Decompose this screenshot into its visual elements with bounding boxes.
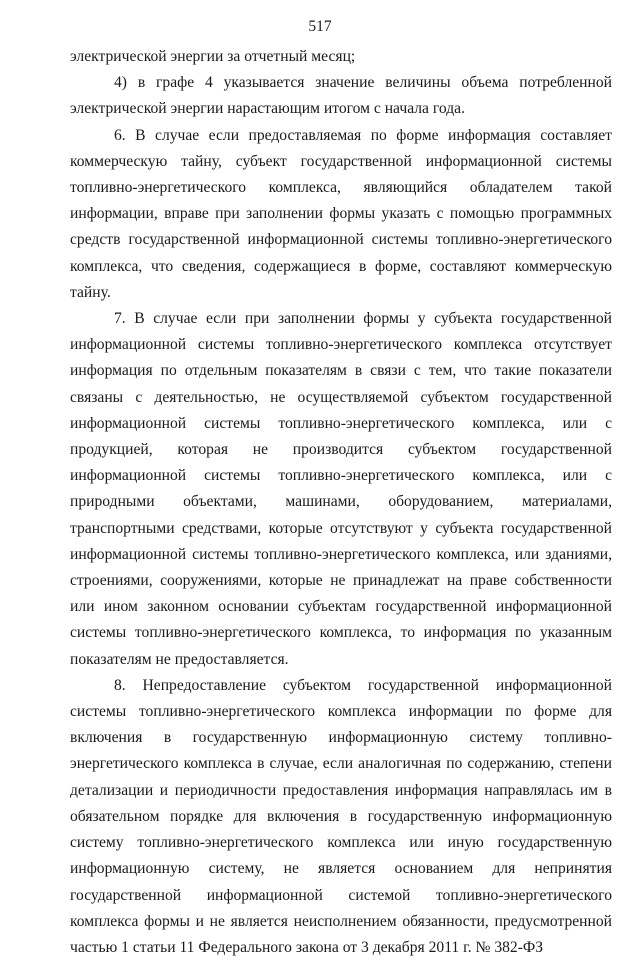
page-number: 517	[308, 18, 332, 35]
paragraph-continuation: электрической энергии за отчетный месяц;	[70, 48, 356, 65]
paragraph-section-7: 7. В случае если при заполнении формы у субъекта государственной информационной системы топливно-энергетического комплекса отсутствует информация по отдельным показателям в связи с тем, что такие показатели связаны с деятельностью, не осуществляемой субъектом государственной информационной системы топливно-энергетического комплекса, или с продукцией, которая не производится субъектом государственной информационной системы топливно-энергетического комплекса, или с природными объектами, машинами, оборудованием, материалами, транспортными средствами, которые отсутствуют у субъекта государственной информационной системы топливно-энергетического комплекса, или зданиями, строениями, сооружениями, которые не принадлежат на праве собственности или ином законном основании субъектам государственной информационной системы топливно-энергетического комплекса, то информация по указанным показателям не предоставляется.	[70, 310, 612, 668]
paragraph-section-6: 6. В случае если предоставляемая по форме информация составляет коммерческую тайну, субъект государственной информационной системы топливно-энергетического комплекса, являющийся обладателем такой информации, вправе при заполнении формы указать с помощью программных средств государственной информационной системы топливно-энергетического комплекса, что сведения, содержащиеся в форме, составляют коммерческую тайну.	[70, 126, 612, 301]
document-body	[70, 44, 612, 961]
paragraph-section-8: 8. Непредоставление субъектом государственной информационной системы топливно-энергетического комплекса информации по форме для включения в государственную информационную систему топливно-энергетического комплекса в случае, если аналогичная по содержанию, степени детализации и периодичности предоставления информация направлялась им в обязательном порядке для включения в государственную информационную систему топливно-энергетического комплекса или иную государственную информационную систему, не является основанием для непринятия государственной информационной системой топливно-энергетического комплекса формы и не является неисполнением обязанности, предусмотренной частью 1 статьи 11 Федерального закона от 3 декабря 2011 г. № 382-ФЗ	[70, 676, 612, 956]
paragraph-item-4: 4) в графе 4 указывается значение величины объема потребленной электрической энергии нарастающим итогом с начала года.	[70, 74, 612, 118]
